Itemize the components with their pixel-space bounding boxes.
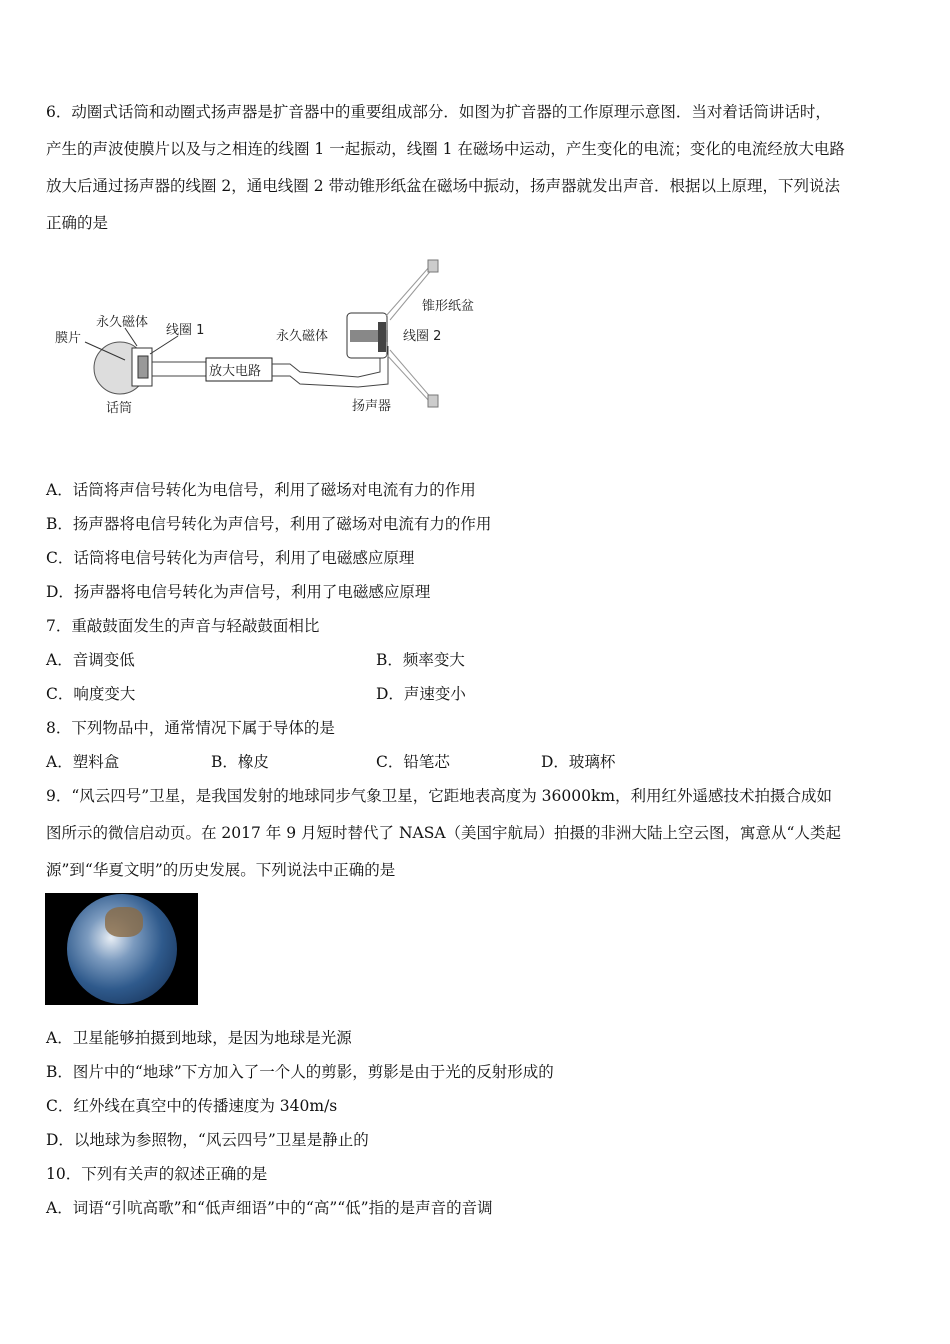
q6-stem-line: 产生的声波使膜片以及与之相连的线圈 1 一起振动，线圈 1 在磁场中运动，产生变化的电流；变化的电流经放大电路 bbox=[46, 140, 845, 158]
q7-option-d[interactable]: D．声速变小 bbox=[376, 685, 466, 703]
earth-image bbox=[45, 893, 198, 1005]
amplifier-diagram bbox=[40, 250, 500, 430]
q6-option-d[interactable]: D．扬声器将电信号转化为声信号，利用了电磁感应原理 bbox=[46, 583, 431, 601]
q9-option-a[interactable]: A．卫星能够拍摄到地球，是因为地球是光源 bbox=[46, 1029, 352, 1047]
q9-stem-line: 源”到“华夏文明”的历史发展。下列说法中正确的是 bbox=[46, 861, 396, 879]
q7-stem: 7．重敲鼓面发生的声音与轻敲鼓面相比 bbox=[46, 617, 320, 635]
microphone-label: 话筒 bbox=[106, 401, 133, 416]
q6-option-c[interactable]: C．话筒将电信号转化为声信号，利用了电磁感应原理 bbox=[46, 549, 415, 567]
q7-option-b[interactable]: B．频率变大 bbox=[376, 651, 465, 669]
q9-option-c[interactable]: C．红外线在真空中的传播速度为 340m/s bbox=[46, 1097, 338, 1115]
magnet1-label: 永久磁体 bbox=[96, 315, 149, 330]
q6-stem-line: 放大后通过扬声器的线圈 2，通电线圈 2 带动锥形纸盆在磁场中振动，扬声器就发出声音．根据以上原理，下列说法 bbox=[46, 177, 841, 195]
q10-option-a[interactable]: A．词语“引吭高歌”和“低声细语”中的“高”“低”指的是声音的音调 bbox=[46, 1199, 493, 1217]
magnet2-label: 永久磁体 bbox=[276, 329, 329, 344]
q8-option-d[interactable]: D．玻璃杯 bbox=[541, 753, 616, 771]
q7-option-a[interactable]: A．音调变低 bbox=[46, 651, 135, 669]
q6-stem-line: 6．动圈式话筒和动圈式扬声器是扩音器中的重要组成部分．如图为扩音器的工作原理示意图．当对着话筒讲话时， bbox=[46, 103, 831, 121]
q6-stem-line: 正确的是 bbox=[46, 214, 109, 232]
q9-stem-line: 9．“风云四号”卫星，是我国发射的地球同步气象卫星，它距地表高度为 36000km，利用红外遥感技术拍摄合成如 bbox=[46, 787, 833, 805]
q9-stem-line: 图所示的微信启动页。在 2017 年 9 月短时替代了 NASA（美国宇航局）拍摄的非洲大陆上空云图，寓意从“人类起 bbox=[46, 824, 841, 842]
coil2-label: 线圈 2 bbox=[403, 329, 442, 344]
membrane-label: 膜片 bbox=[55, 331, 82, 346]
coil1-label: 线圈 1 bbox=[166, 323, 205, 338]
q8-stem: 8．下列物品中，通常情况下属于导体的是 bbox=[46, 719, 335, 737]
q8-option-c[interactable]: C．铅笔芯 bbox=[376, 753, 450, 771]
q8-option-b[interactable]: B．橡皮 bbox=[211, 753, 269, 771]
q10-stem: 10．下列有关声的叙述正确的是 bbox=[46, 1165, 268, 1183]
amplifier-label: 放大电路 bbox=[209, 364, 262, 379]
q9-option-d[interactable]: D．以地球为参照物，“风云四号”卫星是静止的 bbox=[46, 1131, 369, 1149]
cone-label: 锥形纸盆 bbox=[422, 299, 475, 314]
speaker-label: 扬声器 bbox=[352, 399, 392, 414]
q9-option-b[interactable]: B．图片中的“地球”下方加入了一个人的剪影，剪影是由于光的反射形成的 bbox=[46, 1063, 554, 1081]
q7-option-c[interactable]: C．响度变大 bbox=[46, 685, 136, 703]
q6-option-a[interactable]: A．话筒将声信号转化为电信号，利用了磁场对电流有力的作用 bbox=[46, 481, 476, 499]
q6-option-b[interactable]: B．扬声器将电信号转化为声信号，利用了磁场对电流有力的作用 bbox=[46, 515, 492, 533]
q8-option-a[interactable]: A．塑料盒 bbox=[46, 753, 120, 771]
